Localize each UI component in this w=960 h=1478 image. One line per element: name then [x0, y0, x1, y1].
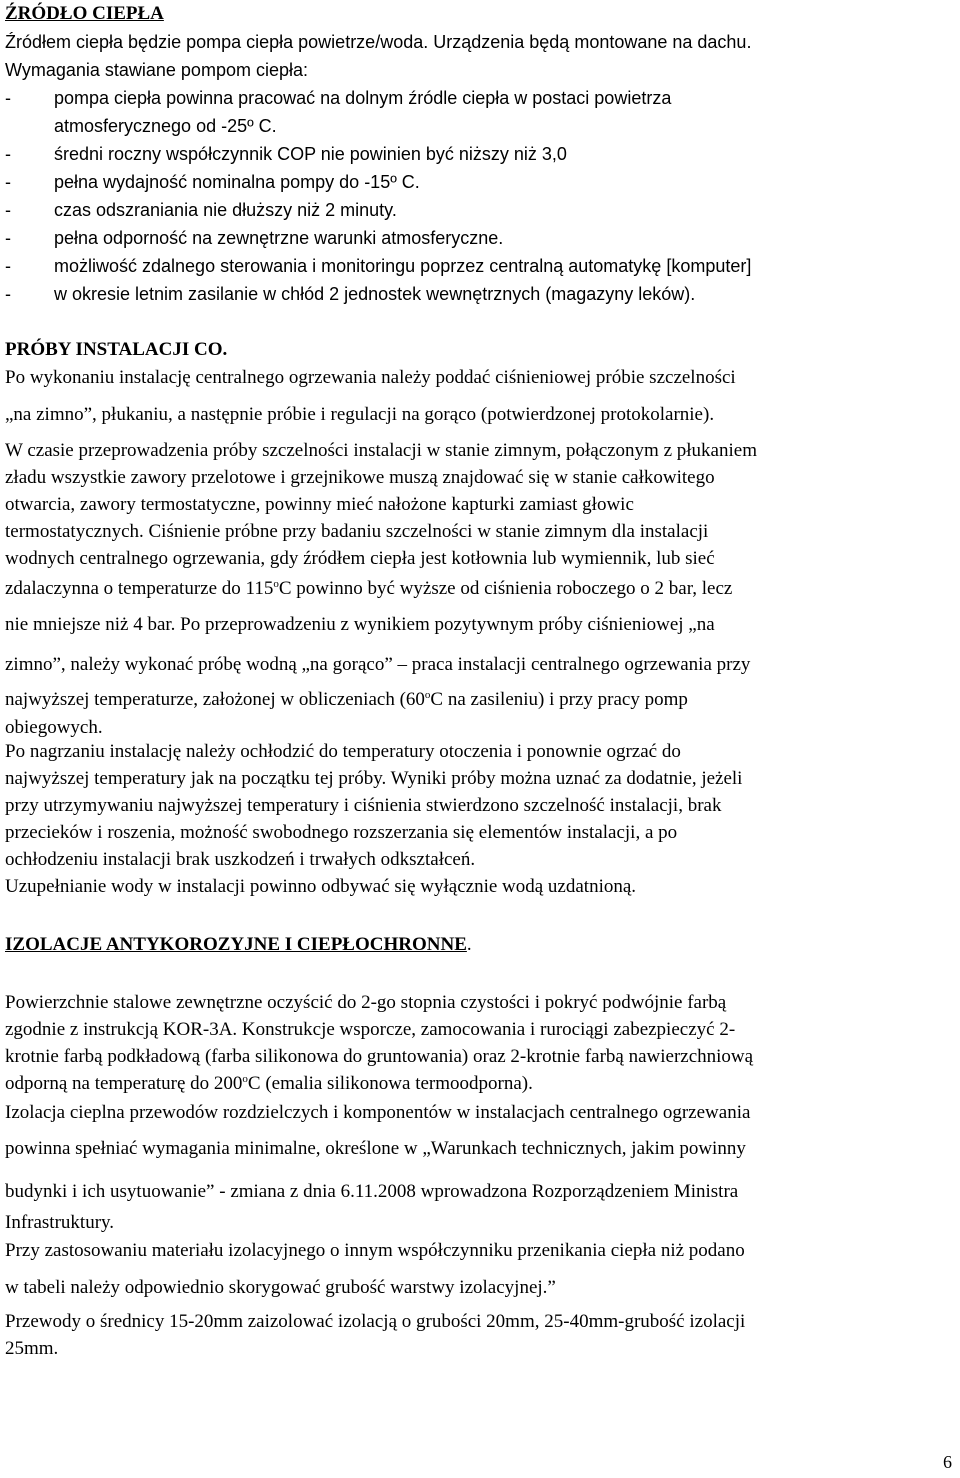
- text-run: C na zasileniu) i przy pracy pomp: [430, 689, 688, 710]
- text-run: odporną na temperaturę do 200: [5, 1073, 243, 1094]
- paragraph-line: Wymagania stawiane pompom ciepła:: [5, 60, 308, 80]
- list-item: [5, 87, 671, 109]
- section-title-text: IZOLACJE ANTYKOROZYJNE I CIEPŁOCHRONNE: [5, 934, 467, 955]
- list-item: [5, 171, 420, 193]
- paragraph-line: [5, 1073, 533, 1095]
- section-title-insulation: [5, 934, 472, 956]
- paragraph-line: najwyższej temperatury jak na początku tej próby. Wyniki próby można uznać za dodatnie, jeżeli: [5, 768, 743, 789]
- section-title-suffix: .: [466, 934, 472, 955]
- paragraph-line: 25mm.: [5, 1338, 59, 1359]
- degree-superscript: o: [424, 689, 431, 701]
- section-title-installation-tests: PRÓBY INSTALACJI CO.: [5, 339, 228, 360]
- text-run: C (emalia silikonowa termoodporna).: [247, 1073, 533, 1094]
- text-run: najwyższej temperaturze, założonej w obliczeniach (60: [5, 689, 425, 710]
- list-bullet: -: [5, 144, 11, 164]
- list-bullet: -: [5, 172, 11, 192]
- paragraph-line: Po wykonaniu instalację centralnego ogrzewania należy poddać ciśnieniowej próbie szczelności: [5, 367, 736, 388]
- paragraph-line: Przewody o średnicy 15-20mm zaizolować izolacją o grubości 20mm, 25-40mm-grubość izolacji: [5, 1311, 746, 1332]
- paragraph-line: Źródłem ciepła będzie pompa ciepła powietrze/woda. Urządzenia będą montowane na dachu.: [5, 32, 752, 52]
- text-run: zdalaczynna o temperaturze do 115: [5, 578, 274, 599]
- list-bullet: -: [5, 256, 11, 276]
- paragraph-line: termostatycznych. Ciśnienie próbne przy badaniu szczelności w stanie zimnym dla instalacji: [5, 521, 709, 542]
- list-item-continuation: atmosferycznego od -25º C.: [54, 116, 277, 136]
- list-item-text: pompa ciepła powinna pracować na dolnym źródle ciepła w postaci powietrza: [54, 88, 672, 108]
- paragraph-line: otwarcia, zawory termostatyczne, powinny mieć nałożone kapturki zamiast głowic: [5, 494, 634, 515]
- paragraph-line: ochłodzeniu instalacji brak uszkodzeń i trwałych odkształceń.: [5, 849, 476, 870]
- list-item: [5, 283, 695, 305]
- degree-superscript: o: [242, 1073, 248, 1085]
- paragraph-line: Powierzchnie stalowe zewnętrzne oczyścić do 2-go stopnia czystości i pokryć podwójnie farbą: [5, 992, 727, 1013]
- paragraph-line: zładu wszystkie zawory przelotowe i grzejnikowe muszą znajdować się w stanie całkowitego: [5, 467, 715, 488]
- paragraph-line: powinna spełniać wymagania minimalne, określone w „Warunkach technicznych, jakim powinny: [5, 1138, 746, 1159]
- list-item: [5, 227, 503, 249]
- paragraph-line: wodnych centralnego ogrzewania, gdy źródłem ciepła jest kotłownia lub wymiennik, lub sieć: [5, 548, 715, 569]
- list-item-text: czas odszraniania nie dłuższy niż 2 minuty.: [54, 200, 397, 220]
- paragraph-line: obiegowych.: [5, 717, 103, 738]
- list-item: [5, 255, 751, 277]
- list-item-text: możliwość zdalnego sterowania i monitoringu poprzez centralną automatykę [komputer]: [54, 256, 752, 276]
- paragraph-line: przecieków i roszenia, możność swobodnego rozszerzania się elementów instalacji, a po: [5, 822, 678, 843]
- paragraph-line: Izolacja cieplna przewodów rozdzielczych i komponentów w instalacjach centralnego ogrzewania: [5, 1102, 751, 1123]
- paragraph-line: nie mniejsze niż 4 bar. Po przeprowadzeniu z wynikiem pozytywnym próby ciśnieniowej „na: [5, 614, 715, 635]
- paragraph-line: [5, 689, 688, 711]
- paragraph-line: Uzupełnianie wody w instalacji powinno odbywać się wyłącznie wodą uzdatnioną.: [5, 876, 637, 897]
- list-bullet: -: [5, 284, 11, 304]
- section-title-heat-source: ŹRÓDŁO CIEPŁA: [5, 3, 164, 24]
- paragraph-line: Przy zastosowaniu materiału izolacyjnego o innym współczynniku przenikania ciepła niż podano: [5, 1240, 745, 1261]
- paragraph-line: W czasie przeprowadzenia próby szczelności instalacji w stanie zimnym, połączonym z płukaniem: [5, 440, 757, 461]
- list-bullet: -: [5, 200, 11, 220]
- list-item-text: średni roczny współczynnik COP nie powinien być niższy niż 3,0: [54, 144, 567, 164]
- paragraph-line: „na zimno”, płukaniu, a następnie próbie i regulacji na gorąco (potwierdzonej protokolarnie).: [5, 404, 715, 425]
- page-number: 6: [943, 1452, 952, 1472]
- paragraph-line: zimno”, należy wykonać próbę wodną „na gorąco” – praca instalacji centralnego ogrzewania przy: [5, 654, 751, 675]
- list-item-text: w okresie letnim zasilanie w chłód 2 jednostek wewnętrznych (magazyny leków).: [54, 284, 696, 304]
- paragraph-line: Infrastruktury.: [5, 1212, 115, 1233]
- list-bullet: -: [5, 88, 11, 108]
- text-run: C powinno być wyższe od ciśnienia roboczego o 2 bar, lecz: [278, 578, 733, 599]
- paragraph-line: budynki i ich usytuowanie” - zmiana z dnia 6.11.2008 wprowadzona Rozporządzeniem Ministra: [5, 1181, 739, 1202]
- paragraph-line: w tabeli należy odpowiednio skorygować grubość warstwy izolacyjnej.”: [5, 1277, 556, 1298]
- list-item-text: pełna wydajność nominalna pompy do -15º C.: [54, 172, 420, 192]
- list-bullet: -: [5, 228, 11, 248]
- paragraph-line: [5, 578, 732, 600]
- list-item: [5, 199, 397, 221]
- paragraph-line: krotnie farbą podkładową (farba silikonowa do gruntowania) oraz 2-krotnie farbą nawierzchniową: [5, 1046, 754, 1067]
- paragraph-line: zgodnie z instrukcją KOR-3A. Konstrukcje wsporcze, zamocowania i rurociągi zabezpieczyć 2-: [5, 1019, 736, 1040]
- list-item-text: pełna odporność na zewnętrzne warunki atmosferyczne.: [54, 228, 504, 248]
- paragraph-line: przy utrzymywaniu najwyższej temperatury i ciśnienia stwierdzono szczelność instalacji, brak: [5, 795, 722, 816]
- list-item: [5, 143, 567, 165]
- degree-superscript: o: [273, 578, 279, 590]
- paragraph-line: Po nagrzaniu instalację należy ochłodzić do temperatury otoczenia i ponownie ogrzać do: [5, 741, 681, 762]
